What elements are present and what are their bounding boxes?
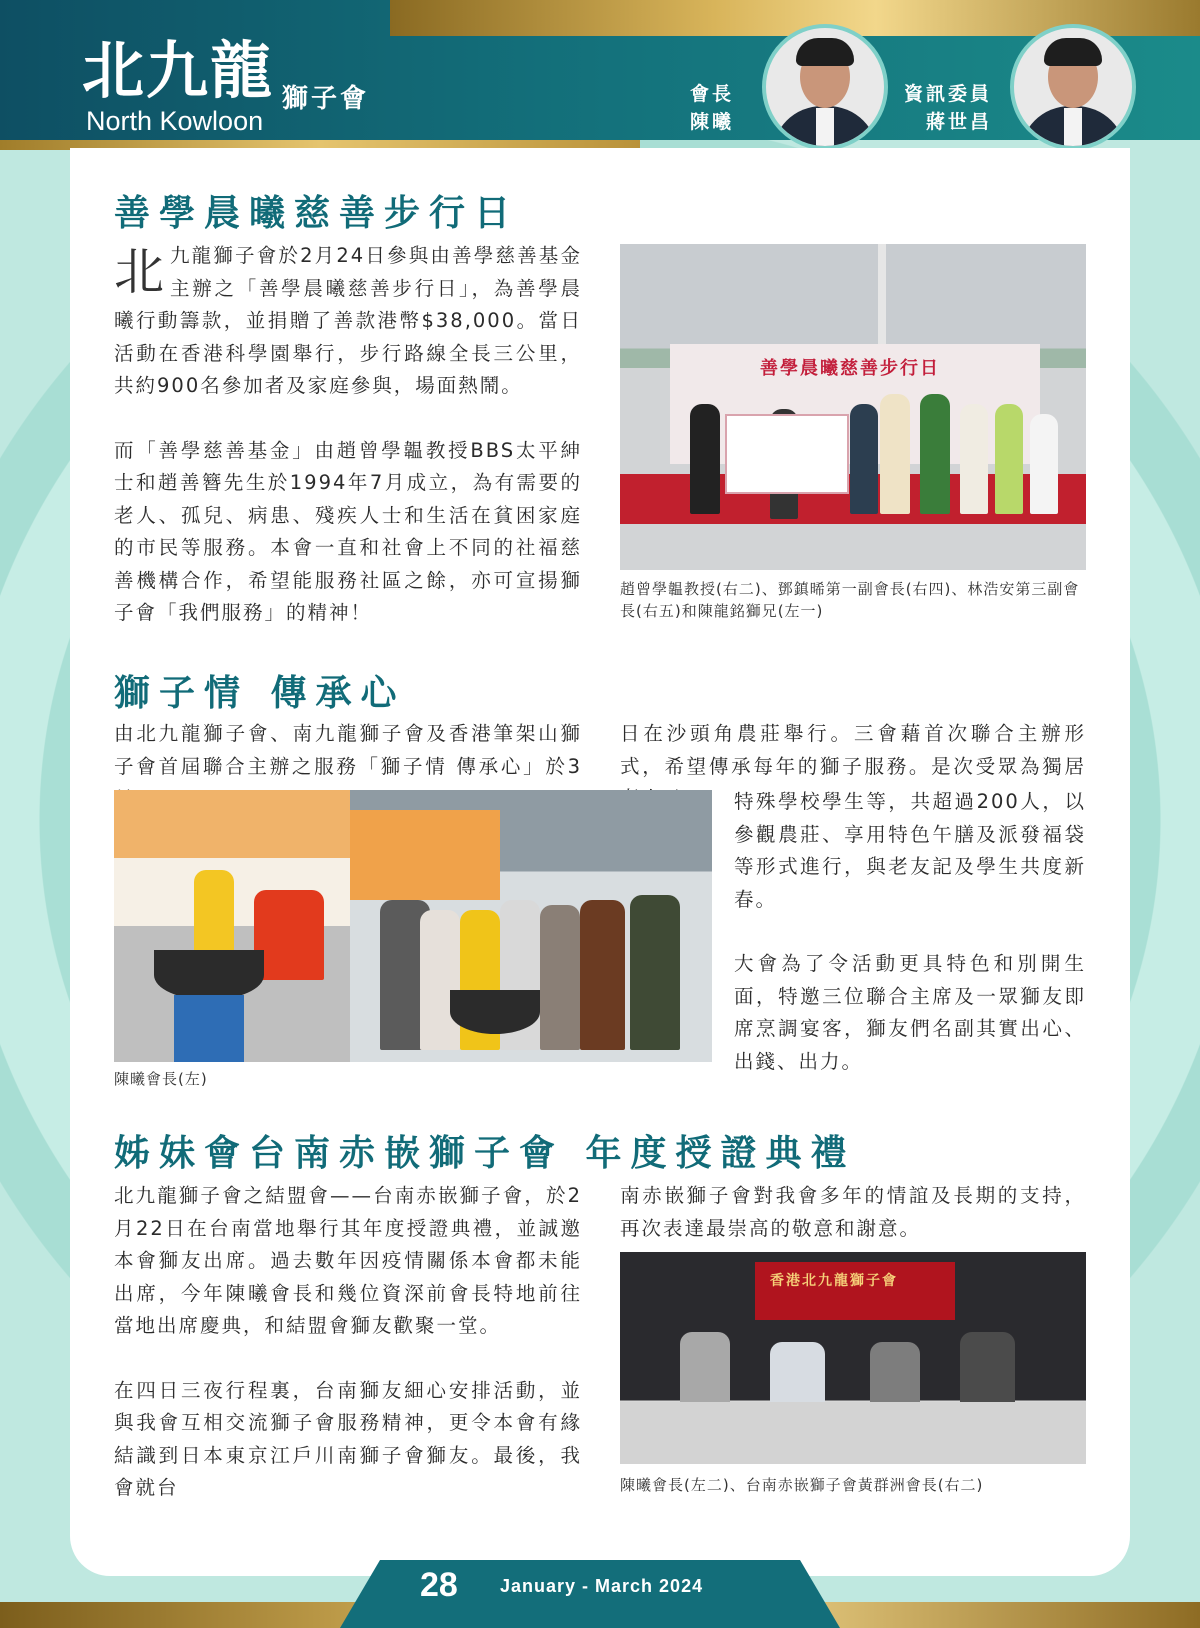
article2-col2-side	[734, 786, 1086, 1078]
article1-para2: 而「善學慈善基金」由趙曾學韞教授BBS太平紳士和趙善簪先生於1994年7月成立，為有需要的老人、孤兒、病患、殘疾人士和生活在貧困家庭的市民等服務。本會一直和社會上不同的社福慈善機構合作，希望能服務社區之餘，亦可宣揚獅子會「我們服務」的精神！	[114, 438, 582, 624]
president-name: 陳曦	[690, 111, 735, 133]
article1-caption: 趙曾學韞教授(右二)、鄧鎮晞第一副會長(右四)、林浩安第三副會長(右五)和陳龍銘獅兄(左一)	[620, 580, 1080, 620]
issue-date: January - March 2024	[500, 1576, 704, 1596]
president-role: 會長	[690, 83, 735, 105]
group-cooking-photo	[350, 790, 712, 1062]
article3-para1: 北九龍獅子會之結盟會——台南赤嵌獅子會，於2月22日在台南當地舉行其年度授證典禮，並誠邀本會獅友出席。過去數年因疫情關係本會都未能出席，今年陳曦會長和幾位資深前會長特地前往當地出席慶典，和結盟會獅友歡聚一堂。	[114, 1184, 582, 1337]
page-number: 28	[420, 1566, 458, 1604]
article1-para1: 北九龍獅子會於2月24日參與由善學慈善基金主辦之「善學晨曦慈善步行日」，為善學晨曦行動籌款，並捐贈了善款港幣$38,000。當日活動在香港科學園舉行，步行路線全長三公里，共約900名參加者及家庭參與，場面熱鬧。	[114, 243, 582, 397]
article2-col2-para1: 特殊學校學生等，共超過200人，以參觀農莊、享用特色午膳及派發福袋等形式進行，與老友記及學生共度新春。	[734, 790, 1086, 911]
info-officer-label	[904, 80, 992, 136]
article1-body	[114, 240, 582, 630]
club-logo-chinese: 北九龍	[82, 34, 275, 107]
article1-dropcap: 北	[114, 243, 166, 301]
info-officer-avatar	[1010, 24, 1136, 150]
info-officer-name: 蔣世昌	[926, 111, 993, 133]
article1-title: 善學晨曦慈善步行日	[114, 193, 520, 234]
ceremony-banner-text: 香港北九龍獅子會	[770, 1273, 898, 1289]
article3-caption: 陳曦會長(左二)、台南赤嵌獅子會黃群洲會長(右二)	[620, 1476, 984, 1494]
article2-caption: 陳曦會長(左)	[114, 1070, 208, 1088]
article2-col2-top: 日在沙頭角農莊舉行。三會藉首次聯合主辦形式，希望傳承每年的獅子服務。是次受眾為獨居	[620, 722, 1086, 778]
article3-col1	[114, 1180, 582, 1505]
installation-ceremony-photo	[620, 1252, 1086, 1464]
charity-walk-banner-text: 善學晨曦慈善步行日	[760, 358, 940, 379]
club-logo-english: North Kowloon	[86, 106, 264, 136]
president-avatar	[762, 24, 888, 150]
donation-cheque	[725, 414, 849, 494]
charity-walk-photo	[620, 244, 1086, 570]
info-officer-role: 資訊委員	[904, 83, 993, 105]
president-label	[690, 80, 734, 136]
article2-title: 獅子情 傳承心	[114, 673, 406, 714]
article3-para2: 在四日三夜行程裏，台南獅友細心安排活動，並與我會互相交流獅子會服務精神，更令本會有緣結識到日本東京江戶川南獅子會獅友。最後，我會就台	[114, 1378, 582, 1499]
article3-title: 姊妹會台南赤嵌獅子會 年度授證典禮	[114, 1133, 856, 1174]
article3-col2: 南赤嵌獅子會對我會多年的情誼及長期的支持，再次表達最崇高的敬意和謝意。	[620, 1184, 1086, 1240]
cooking-photo-left	[114, 790, 350, 1062]
article2-col1: 由北九龍獅子會、南九龍獅子會及香港筆架山獅子會首屆聯合主辦之服務「獅子情 傳承心」於3	[114, 722, 582, 778]
article2-col2-para2: 大會為了令活動更具特色和別開生面，特邀三位聯合主席及一眾獅友即席烹調宴客，獅友們名副其實出心、出錢、出力。	[734, 952, 1086, 1073]
club-logo-suffix: 獅子會	[282, 84, 370, 114]
